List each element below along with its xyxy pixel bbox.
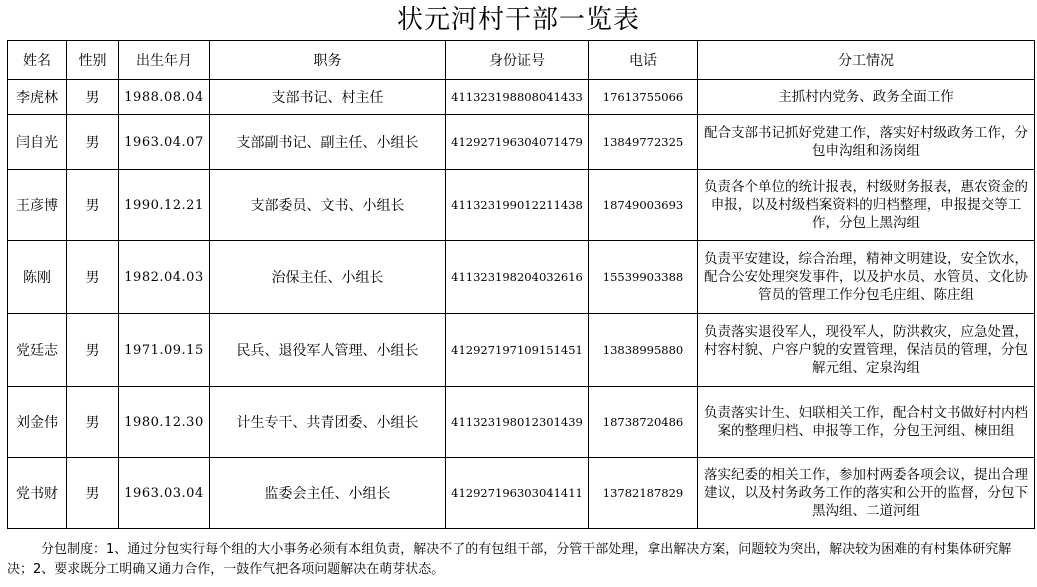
table-row [8,314,1035,387]
header-birth: 出生年月 [119,41,210,80]
cell-work: 主抓村内党务、政务全面工作 [698,80,1035,115]
cell-phone: 13849772325 [589,115,698,170]
cell-id: 412927196303041411 [446,458,589,529]
cell-work: 负责落实计生、妇联相关工作，配合村文书做好村内档案的整理归档、申报等工作，分包王河组、楝田组 [698,387,1035,458]
header-duty: 职务 [210,41,446,80]
table-row [8,387,1035,458]
cell-phone: 17613755066 [589,80,698,115]
cell-gender: 男 [67,314,119,387]
header-id: 身份证号 [446,41,589,80]
table-row [8,115,1035,170]
table-row [8,458,1035,529]
cell-phone: 18738720486 [589,387,698,458]
cell-id: 411323198012301439 [446,387,589,458]
cell-work: 负责平安建设，综合治理，精神文明建设，安全饮水，配合公安处理突发事件，以及护水员、水管员、文化协管员的管理工作分包毛庄组、陈庄组 [698,241,1035,314]
cell-gender: 男 [67,80,119,115]
cell-birth: 1980.12.30 [119,387,210,458]
cell-id: 412927196304071479 [446,115,589,170]
cell-name: 刘金伟 [8,387,67,458]
cell-birth: 1990.12.21 [119,170,210,241]
cell-id: 411323198204032616 [446,241,589,314]
cadre-table [7,40,1035,529]
cell-name: 陈刚 [8,241,67,314]
cell-work: 落实纪委的相关工作，参加村两委各项会议，提出合理建议，以及村务政务工作的落实和公开的监督，分包下黑沟组、二道河组 [698,458,1035,529]
cell-id: 411323199012211438 [446,170,589,241]
header-phone: 电话 [589,41,698,80]
cell-gender: 男 [67,241,119,314]
cell-duty: 监委会主任、小组长 [210,458,446,529]
table-row [8,170,1035,241]
cell-phone: 13838995880 [589,314,698,387]
cell-name: 闫自光 [8,115,67,170]
header-work: 分工情况 [698,41,1035,80]
cell-name: 王彦博 [8,170,67,241]
cell-gender: 男 [67,170,119,241]
cell-duty: 支部副书记、副主任、小组长 [210,115,446,170]
cell-id: 412927197109151451 [446,314,589,387]
cell-birth: 1963.04.07 [119,115,210,170]
cell-birth: 1988.08.04 [119,80,210,115]
cell-work: 负责落实退役军人，现役军人，防洪救灾，应急处置，村容村貌、户容户貌的安置管理，保洁员的管理，分包解元组、定泉沟组 [698,314,1035,387]
cell-gender: 男 [67,458,119,529]
table-row [8,80,1035,115]
cell-birth: 1963.03.04 [119,458,210,529]
cell-duty: 计生专干、共青团委、小组长 [210,387,446,458]
cell-duty: 支部书记、村主任 [210,80,446,115]
cell-phone: 18749003693 [589,170,698,241]
cell-name: 党书财 [8,458,67,529]
cell-name: 党廷志 [8,314,67,387]
cell-phone: 13782187829 [589,458,698,529]
cell-id: 411323198808041433 [446,80,589,115]
header-name: 姓名 [8,41,67,80]
cell-duty: 治保主任、小组长 [210,241,446,314]
cell-gender: 男 [67,387,119,458]
header-gender: 性别 [67,41,119,80]
cell-work: 配合支部书记抓好党建工作，落实好村级政务工作，分包申沟组和汤岗组 [698,115,1035,170]
cell-phone: 15539903388 [589,241,698,314]
cell-gender: 男 [67,115,119,170]
cell-duty: 民兵、退役军人管理、小组长 [210,314,446,387]
page-title: 状元河村干部一览表 [396,5,640,35]
cell-birth: 1982.04.03 [119,241,210,314]
cell-name: 李虎林 [8,80,67,115]
footnote-system: 分包制度：1、通过分包实行每个组的大小事务必须有本组负责，解决不了的有包组干部，分管干部处理，拿出解决方案，问题较为突出，解决较为困难的有村集体研究解决；2、要求既分工明确又通力合作，一鼓作气把各项问题解决在萌芽状态。 [7,542,1012,577]
cell-birth: 1971.09.15 [119,314,210,387]
cell-work: 负责各个单位的统计报表，村级财务报表，惠农资金的申报，以及村级档案资料的归档整理，申报提交等工作，分包上黑沟组 [698,170,1035,241]
table-row [8,241,1035,314]
cell-duty: 支部委员、文书、小组长 [210,170,446,241]
header-row [8,41,1035,80]
